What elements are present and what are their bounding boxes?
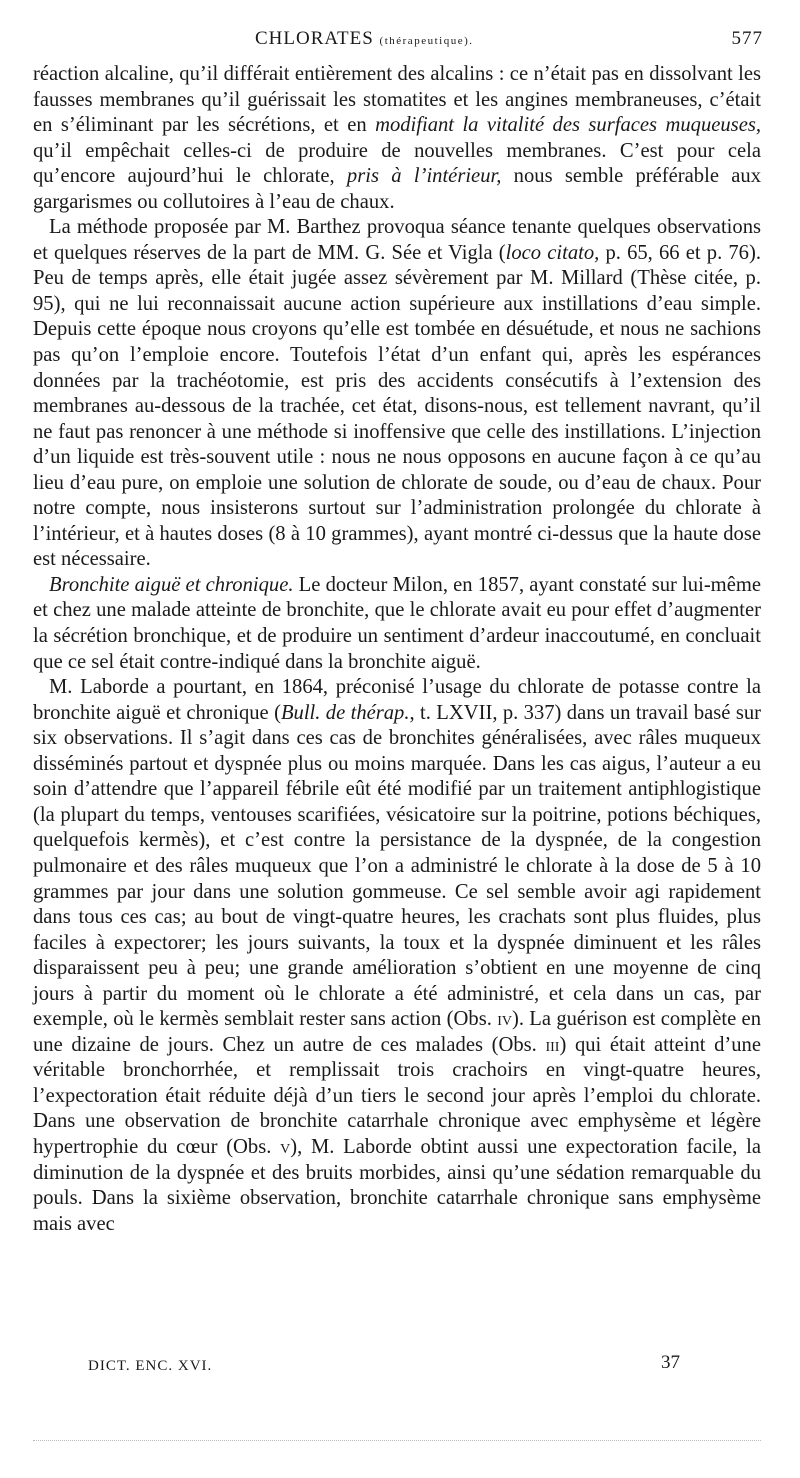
body-text xyxy=(33,62,761,1237)
text-run: ) qui était atteint d’une véritable bronchorrhée, et remplissait trois crachoirs en vingt-quatre heures, l’expectoration était réduite déjà d’un tiers le second jour après l’emploi du chlorate. Dans une observation de bronchite catarrhale chronique avec emphysème et légère hypertrophie du cœur (Obs. xyxy=(33,1033,761,1158)
paragraph xyxy=(33,675,761,1237)
running-title-subject: (thérapeutique). xyxy=(379,35,474,47)
running-title xyxy=(255,28,473,50)
roman-numeral: v xyxy=(280,1135,291,1158)
bottom-divider xyxy=(33,1440,761,1441)
text-run: réaction alcaline, qu’il différait entièrement des alcalins : ce n’était pas en dissolvant les fausses membranes qu’il guérissait les stomatites et les angines membraneuses, c’était en s’éliminant par les sécrétions, et en xyxy=(33,63,761,137)
text-run: Le docteur Milon, en 1857, ayant constaté sur lui-même et chez une malade atteinte de bronchite, que le chlorate avait eu pour effet d’augmenter la sécrétion bronchique, et de produire un sentiment d’ardeur inaccoutumé, en concluait que ce sel était contre-indiqué dans la bronchite aiguë. xyxy=(33,573,761,673)
roman-numeral: iii xyxy=(545,1033,560,1056)
italic-text: modifiant la vitalité des surfaces muqueuses, xyxy=(375,114,761,137)
italic-text: pris à l’intérieur, xyxy=(346,165,502,188)
text-run: qu’il empêchait celles-ci de produire de nouvelles membranes. C’est pour cela qu’encore aujourd’hui le chlorate, xyxy=(33,139,761,188)
text-run: nous semble préférable aux gargarismes ou collutoires à l’eau de chaux. xyxy=(33,165,761,213)
text-run: p. 65, 66 et p. 76). Peu de temps après, elle était jugée assez sévèrement par M. Millard (Thèse citée, p. 95), qui ne lui reconnaissait aucune action supérieure aux instillations d’eau simple. Depuis cette époque nous croyons qu’elle est tombée en désuétude, et nous ne sachions pas qu’on l’emploie encore. Toutefois l’état d’un enfant qui, après les espérances données par la trachéotomie, est pris des accidents consécutifs à l’extension des membranes au-dessous de la trachée, cet état, disons-nous, est tellement navrant, qu’il ne faut pas renoncer à une méthode si inoffensive que celle des instillations. L’injection d’un liquide est très-souvent utile : nous ne nous opposons en aucune façon à ce qu’au lieu d’eau pure, on emploie une solution de chlorate de soude, ou d’eau de chaux. Pour notre compte, nous insisterons surtout sur l’administration prolongée du chlorate à l’intérieur, et à hautes doses (8 à 10 grammes), ayant montré ci-dessus que la haute dose est nécessaire. xyxy=(33,241,761,571)
text-run: , t. LXVII, p. 337) dans un travail basé sur six observations. Il s’agit dans ces cas de bronchites généralisées, avec râles muqueux disséminés partout et dyspnée plus ou moins marquée. Dans les cas aigus, l’auteur a eu soin d’attendre que l’appareil fébrile eût été modifié par un traitement antiphlogistique (la plupart du temps, ventouses scarifiées, vésicatoire sur la poitrine, potions béchiques, quelquefois kermès), et c’est contre la persistance de la dyspnée, de la congestion pulmonaire et des râles muqueux que l’on a administré le chlorate à la dose de 5 à 10 grammes par jour dans une solution gommeuse. Ce sel semble avoir agi rapidement dans tous ces cas; au bout de vingt-quatre heures, les crachats sont plus fluides, plus faciles à expectorer; les jours suivants, la toux et la dyspnée diminuent et les râles disparaissent peu à peu; une grande amélioration s’obtient en une moyenne de cinq jours à partir du moment où le chlorate a été administré, et cela dans un cas, par exemple, où le kermès semblait rester sans action (Obs. xyxy=(33,701,761,1031)
paragraph xyxy=(33,573,761,675)
text-run: M. Laborde a pourtant, en 1864, préconisé l’usage du chlorate de potasse contre la bronchite aiguë et chronique ( xyxy=(33,676,761,724)
sheet-number: 37 xyxy=(661,1352,680,1373)
text-run: ), M. Laborde obtint aussi une expectoration facile, la diminution de la dyspnée et des bruits morbides, ainsi qu’une sédation remarquable du pouls. Dans la sixième observation, bronchite catarrhale chronique sans emphysème mais avec xyxy=(33,1135,761,1235)
roman-numeral: iv xyxy=(497,1008,512,1031)
text-run: ). La guérison est complète en une dizaine de jours. Chez un autre de ces malades (Obs. xyxy=(33,1008,761,1056)
document-page xyxy=(33,28,761,1237)
running-title-main: CHLORATES xyxy=(255,28,374,49)
page-number: 577 xyxy=(731,28,763,49)
italic-text: Bronchite aiguë et chronique. xyxy=(49,573,294,596)
paragraph xyxy=(33,215,761,573)
page-footer xyxy=(33,1352,761,1382)
text-run: La méthode proposée par M. Barthez provoqua séance tenante quelques observations et quelques réserves de la part de MM. G. Sée et Vigla ( xyxy=(33,216,761,264)
running-header xyxy=(33,28,761,62)
italic-text: loco citato, xyxy=(505,241,600,264)
italic-text: Bull. de thérap. xyxy=(280,701,410,724)
paragraph xyxy=(33,62,761,215)
printer-signature: DICT. ENC. XVI. xyxy=(88,1358,213,1374)
